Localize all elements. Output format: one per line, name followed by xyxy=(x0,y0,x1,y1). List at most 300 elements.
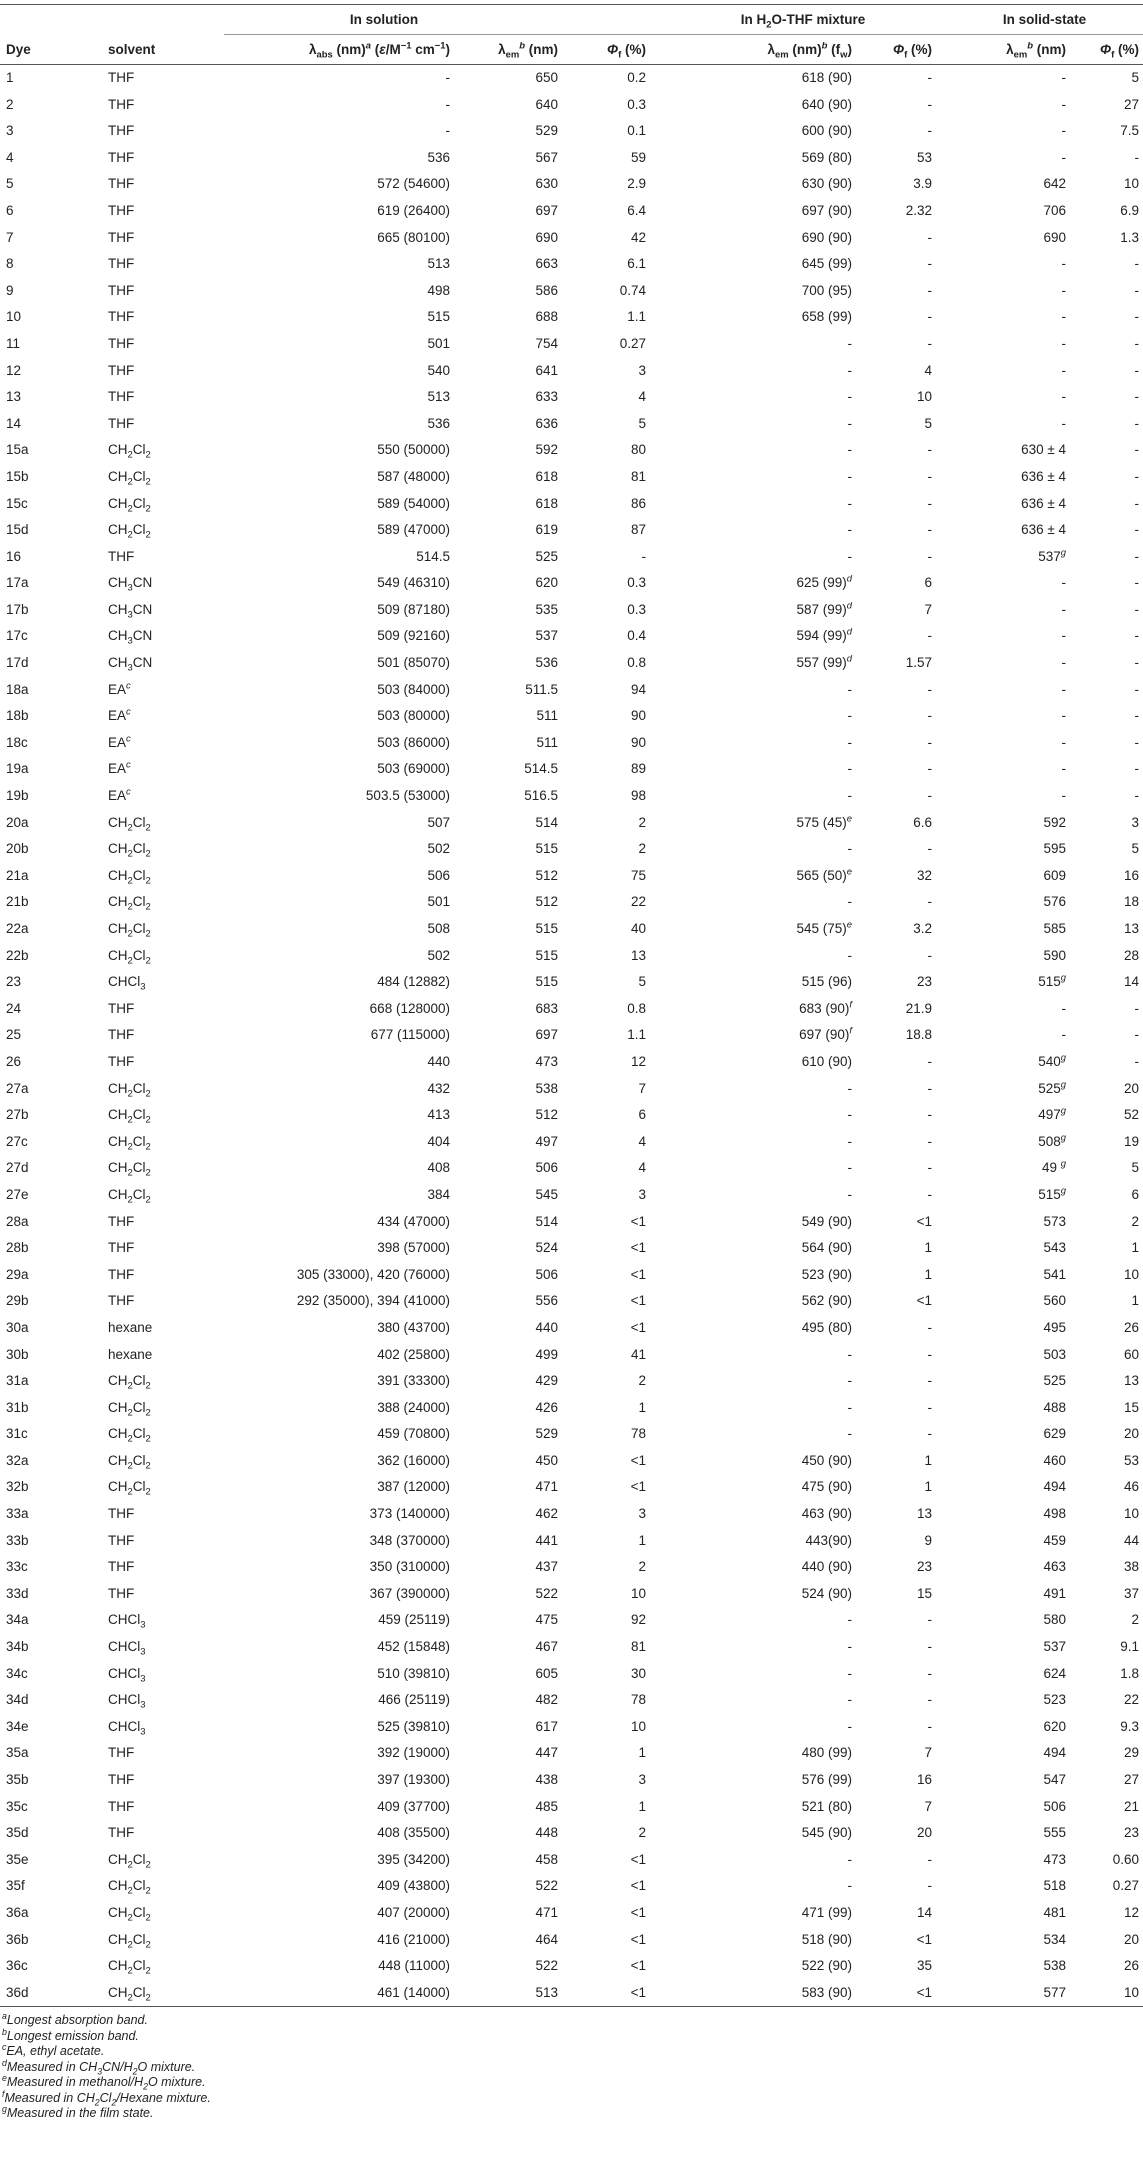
cell-solid-em: 585 xyxy=(1043,921,1067,936)
cell-solvent: $EA^c$ xyxy=(108,786,131,804)
cell-solid-em: 580 xyxy=(1043,1612,1067,1628)
table-row xyxy=(0,464,1143,491)
cell-solid-qy: 0.60 xyxy=(1112,1851,1140,1867)
table-row xyxy=(0,623,1143,650)
cell-solid-em: - xyxy=(1061,575,1067,591)
cell-em: 618 xyxy=(535,468,558,484)
cell-abs: 432 xyxy=(427,1080,450,1096)
cell-abs: 391 (33300) xyxy=(377,1373,450,1389)
cell-abs: 513 xyxy=(427,256,450,272)
cell-solid-em: - xyxy=(1061,362,1067,378)
cell-mix-em: - xyxy=(847,1373,853,1389)
cell-abs: 409 (37700) xyxy=(377,1798,450,1814)
cell-em: 536 xyxy=(535,655,558,671)
cell-solid-em: 473 xyxy=(1043,1851,1067,1867)
cell-em: 471 xyxy=(535,1904,558,1920)
cell-mix-em: - xyxy=(847,335,853,351)
cell-abs: 514.5 xyxy=(416,548,450,564)
cell-mix-em: 630 (90) xyxy=(801,176,853,192)
cell-solid-em: - xyxy=(1061,761,1067,777)
cell-dye: 14 xyxy=(6,415,22,431)
cell-abs: 536 xyxy=(427,415,450,431)
cell-qy: <1 xyxy=(630,1293,647,1309)
cell-abs: - xyxy=(445,96,450,112)
cell-qy: 5 xyxy=(638,974,647,990)
cell-abs: 503 (86000) xyxy=(377,734,450,750)
cell-mix-em: 618 (90) xyxy=(801,70,853,85)
cell-solid-em: 497$^g$ xyxy=(1038,1105,1067,1123)
table-row xyxy=(0,836,1143,863)
cell-abs: 501 (85070) xyxy=(377,655,450,671)
cell-em: 641 xyxy=(535,362,558,378)
cell-em: 522 xyxy=(535,1585,558,1601)
cell-mix-qy: 6 xyxy=(924,575,933,591)
cell-mix-qy: 53 xyxy=(917,149,933,165)
cell-solid-qy: 60 xyxy=(1124,1346,1140,1362)
cell-solid-qy: - xyxy=(1134,335,1140,351)
cell-solid-em: 555 xyxy=(1043,1825,1067,1841)
cell-solid-qy: 23 xyxy=(1124,1825,1140,1841)
cell-dye: 29b xyxy=(6,1293,29,1309)
cell-solid-qy: - xyxy=(1134,282,1140,298)
cell-mix-em: 564 (90) xyxy=(801,1240,853,1256)
cell-solid-em: - xyxy=(1061,681,1067,697)
cell-dye: 33d xyxy=(6,1585,29,1601)
cell-mix-em: 524 (90) xyxy=(801,1585,853,1601)
cell-mix-em: - xyxy=(847,1426,853,1442)
cell-qy: 0.3 xyxy=(627,96,647,112)
table-row xyxy=(0,650,1143,677)
cell-em: 636 xyxy=(535,415,558,431)
cell-mix-qy: 32 xyxy=(917,867,933,883)
cell-qy: <1 xyxy=(630,1851,647,1867)
cell-qy: 90 xyxy=(630,708,647,724)
cell-qy: 1 xyxy=(638,1745,647,1761)
cell-solid-em: 481 xyxy=(1043,1904,1067,1920)
footnotes xyxy=(0,2007,1143,2122)
cell-mix-qy: - xyxy=(927,495,933,511)
cell-solvent: THF xyxy=(108,96,135,112)
table-row xyxy=(0,251,1143,278)
table-row xyxy=(0,411,1143,438)
cell-mix-em: - xyxy=(847,1186,853,1202)
cell-mix-qy: - xyxy=(927,96,933,112)
cell-solvent: $CH_2Cl_2$ xyxy=(108,947,151,967)
cell-em: 512 xyxy=(535,894,558,910)
cell-dye: 21a xyxy=(6,867,29,883)
cell-mix-qy: 21.9 xyxy=(905,1000,933,1016)
cell-solid-qy: 27 xyxy=(1124,96,1140,112)
cell-mix-em: 471 (99) xyxy=(801,1904,853,1920)
footnote: $^f$Measured in $CH_2Cl_2$/Hexane mixture. xyxy=(2,2088,211,2108)
cell-dye: 33b xyxy=(6,1532,29,1548)
cell-solid-em: - xyxy=(1061,256,1067,272)
cell-solvent: THF xyxy=(108,149,135,165)
cell-solvent: $CH_2Cl_2$ xyxy=(108,921,151,940)
cell-mix-em: 645 (99) xyxy=(801,256,853,272)
cell-abs: 589 (54000) xyxy=(377,495,450,511)
cell-qy: 0.2 xyxy=(627,70,647,85)
cell-solvent: THF xyxy=(108,1772,135,1787)
cell-dye: 35a xyxy=(6,1745,29,1761)
cell-em: 522 xyxy=(535,1958,558,1974)
cell-qy: 81 xyxy=(630,468,647,484)
cell-solvent: $CH_2Cl_2$ xyxy=(108,1878,151,1898)
cell-dye: 35f xyxy=(6,1878,25,1894)
cell-solid-em: 609 xyxy=(1043,867,1067,883)
col-abs: $\lambda_{abs}$ (nm)$^a$ ($\varepsilon/M^{-1}$ $cm^{-1}$) xyxy=(224,35,454,65)
footnote: $^d$Measured in $CH_3CN/H_2O$ mixture. xyxy=(2,2057,196,2077)
cell-solid-em: - xyxy=(1061,655,1067,671)
cell-qy: <1 xyxy=(630,1479,647,1495)
cell-mix-em: 697 $(90)^f$ xyxy=(799,1025,853,1043)
cell-em: 499 xyxy=(535,1346,558,1362)
cell-mix-em: 569 (80) xyxy=(801,149,853,165)
cell-solid-em: 620 xyxy=(1043,1718,1067,1734)
cell-solvent: $CH_2Cl_2$ xyxy=(108,1133,151,1153)
cell-solvent: THF xyxy=(108,70,135,85)
cell-dye: 13 xyxy=(6,389,22,405)
cell-abs: 408 xyxy=(427,1160,450,1176)
cell-abs: 677 (115000) xyxy=(370,1027,450,1043)
table-row xyxy=(0,1873,1143,1900)
cell-em: 441 xyxy=(535,1532,558,1548)
cell-solid-em: 459 xyxy=(1043,1532,1067,1548)
cell-em: 535 xyxy=(535,601,558,617)
table-row xyxy=(0,1767,1143,1794)
cell-qy: 75 xyxy=(630,867,647,883)
cell-qy: 4 xyxy=(638,1133,647,1149)
cell-solid-qy: - xyxy=(1134,495,1140,511)
cell-solid-em: - xyxy=(1061,149,1067,165)
cell-mix-em: - xyxy=(847,1133,853,1149)
cell-solvent: hexane xyxy=(108,1346,153,1362)
cell-abs: 503 (84000) xyxy=(377,681,450,697)
cell-solvent: THF xyxy=(108,1240,135,1256)
cell-qy: 90 xyxy=(630,734,647,750)
header-column-row xyxy=(0,35,1143,65)
cell-solid-em: 495 xyxy=(1043,1319,1067,1335)
cell-abs: - xyxy=(445,70,450,85)
cell-solid-qy: - xyxy=(1134,708,1140,724)
cell-solvent: $CH_2Cl_2$ xyxy=(108,1186,151,1206)
cell-mix-em: 658 (99) xyxy=(801,309,853,325)
cell-em: 511 xyxy=(536,734,558,750)
cell-qy: 6.4 xyxy=(627,202,647,218)
cell-solid-qy: 20 xyxy=(1124,1426,1140,1442)
table-row xyxy=(0,570,1143,597)
cell-mix-em: 683 $(90)^f$ xyxy=(799,999,853,1016)
cell-mix-qy: - xyxy=(927,1160,933,1176)
cell-mix-qy: - xyxy=(927,761,933,777)
cell-solvent: THF xyxy=(108,1027,135,1043)
cell-em: 633 xyxy=(535,389,558,405)
cell-em: 450 xyxy=(535,1452,558,1468)
cell-dye: 18c xyxy=(6,734,28,750)
cell-solid-qy: - xyxy=(1134,601,1140,617)
cell-dye: 20a xyxy=(6,814,29,830)
cell-solvent: THF xyxy=(108,202,135,218)
cell-mix-qy: - xyxy=(927,442,933,458)
cell-dye: 25 xyxy=(6,1027,22,1043)
cell-mix-em: - xyxy=(847,442,853,458)
cell-qy: 1.1 xyxy=(627,309,647,325)
cell-dye: 15a xyxy=(6,442,29,458)
cell-mix-qy: - xyxy=(927,468,933,484)
cell-em: 567 xyxy=(535,149,558,165)
cell-em: 437 xyxy=(535,1559,558,1575)
cell-mix-qy: - xyxy=(927,788,933,804)
cell-em: 514.5 xyxy=(524,761,558,777)
cell-solvent: $CH_2Cl_2$ xyxy=(108,1904,151,1924)
cell-mix-em: 443(90) xyxy=(805,1532,853,1548)
cell-solid-em: 537$^g$ xyxy=(1038,547,1067,564)
table-row xyxy=(0,1794,1143,1821)
cell-solid-em: 642 xyxy=(1043,176,1067,192)
table-row xyxy=(0,1501,1143,1528)
cell-solid-qy: 19 xyxy=(1124,1133,1140,1149)
cell-mix-em: 700 (95) xyxy=(801,282,853,298)
cell-mix-em: 495 (80) xyxy=(801,1319,853,1335)
cell-solid-em: 534 xyxy=(1043,1931,1067,1947)
cell-mix-qy: 23 xyxy=(917,974,933,990)
cell-abs: 513 xyxy=(427,389,450,405)
cell-qy: 0.3 xyxy=(627,575,647,591)
cell-solid-qy: 5 xyxy=(1131,70,1140,85)
table-row xyxy=(0,1288,1143,1315)
cell-solvent: THF xyxy=(108,1213,135,1229)
cell-abs: 501 xyxy=(427,894,450,910)
cell-dye: 17c xyxy=(6,628,28,644)
cell-dye: 17a xyxy=(6,575,29,591)
cell-mix-qy: - xyxy=(927,1133,933,1149)
cell-mix-qy: 1 xyxy=(924,1266,933,1282)
cell-mix-em: - xyxy=(847,1692,853,1708)
cell-em: 663 xyxy=(535,256,558,272)
cell-solid-em: - xyxy=(1061,96,1067,112)
cell-em: 524 xyxy=(535,1240,558,1256)
cell-em: 537 xyxy=(535,628,558,644)
cell-solvent: $CH_2Cl_2$ xyxy=(108,841,151,860)
cell-solvent: $CH_2Cl_2$ xyxy=(104,1980,224,2007)
cell-solid-qy: - xyxy=(1134,149,1140,165)
cell-mix-em: 690 (90) xyxy=(801,229,853,245)
cell-solvent: THF xyxy=(108,415,135,431)
cell-em: 515 xyxy=(535,974,558,990)
table-row xyxy=(0,1661,1143,1688)
col-dye: Dye xyxy=(0,35,104,65)
cell-em: 512 xyxy=(535,867,558,883)
cell-abs: 502 xyxy=(427,947,450,963)
cell-mix-qy: 13 xyxy=(917,1506,933,1522)
cell-mix-em: - xyxy=(847,681,853,697)
cell-dye: 32a xyxy=(6,1452,29,1468)
cell-solvent: $CH_2Cl_2$ xyxy=(108,495,151,515)
cell-solid-qy: 27 xyxy=(1124,1772,1140,1787)
cell-mix-em: - xyxy=(847,1399,853,1415)
cell-mix-qy: - xyxy=(927,123,933,139)
cell-solid-qy: 13 xyxy=(1124,921,1140,936)
cell-dye: 17b xyxy=(6,601,29,617)
cell-solid-em: 508$^g$ xyxy=(1038,1132,1067,1149)
cell-abs: 434 (47000) xyxy=(377,1213,450,1229)
cell-mix-em: - xyxy=(847,734,853,750)
cell-qy: 2 xyxy=(638,1373,647,1389)
cell-mix-em: 625 $(99)^d$ xyxy=(796,573,853,591)
cell-mix-em: 575 $(45)^e$ xyxy=(796,813,853,830)
cell-abs: 506 xyxy=(427,867,450,883)
cell-solid-em: 577 xyxy=(946,1980,1070,2007)
cell-solid-qy: 26 xyxy=(1124,1958,1140,1974)
table-row xyxy=(0,1395,1143,1422)
cell-abs: 461 (14000) xyxy=(224,1980,454,2007)
cell-solid-em: 494 xyxy=(1043,1479,1067,1495)
cell-mix-qy: 7 xyxy=(924,1798,933,1814)
cell-abs: 536 xyxy=(427,149,450,165)
cell-mix-em: 565 $(50)^e$ xyxy=(796,866,853,883)
cell-abs: 509 (87180) xyxy=(377,601,450,617)
cell-solvent: THF xyxy=(108,309,135,325)
cell-dye: 35d xyxy=(6,1825,29,1841)
cell-solvent: $CH_2Cl_2$ xyxy=(108,867,151,887)
cell-solid-qy: 6 xyxy=(1131,1186,1140,1202)
cell-em: 619 xyxy=(535,522,558,538)
cell-abs: 387 (12000) xyxy=(377,1479,450,1495)
cell-mix-qy: - xyxy=(927,229,933,245)
table-row xyxy=(0,278,1143,305)
table-row xyxy=(0,1342,1143,1369)
cell-qy: 92 xyxy=(630,1612,647,1628)
cell-dye: 7 xyxy=(6,229,14,245)
cell-solid-qy: - xyxy=(1134,788,1140,804)
cell-solid-em: 488 xyxy=(1043,1399,1067,1415)
table-row xyxy=(0,1847,1143,1874)
photophysical-data-table xyxy=(0,4,1143,2007)
cell-dye: 35e xyxy=(6,1851,29,1867)
cell-solid-em: 636 ± 4 xyxy=(1021,495,1067,511)
cell-solvent: THF xyxy=(108,362,135,378)
cell-mix-qy: - xyxy=(927,734,933,750)
cell-solid-qy: 10 xyxy=(1124,176,1140,192)
cell-dye: 34b xyxy=(6,1639,29,1655)
cell-mix-qy: - xyxy=(927,947,933,963)
cell-solid-em: 590 xyxy=(1043,947,1067,963)
cell-em: 650 xyxy=(535,70,558,85)
cell-abs: 397 (19300) xyxy=(377,1772,450,1787)
cell-mix-em: - xyxy=(847,548,853,564)
cell-mix-qy: - xyxy=(927,548,933,564)
table-row xyxy=(0,304,1143,331)
cell-abs: 305 (33000), 420 (76000) xyxy=(296,1266,450,1282)
cell-dye: 36d xyxy=(0,1980,104,2007)
cell-solvent: $EA^c$ xyxy=(108,706,131,724)
cell-solid-em: 573 xyxy=(1043,1213,1067,1229)
cell-dye: 16 xyxy=(6,548,22,564)
cell-em: 429 xyxy=(535,1373,558,1389)
cell-solvent: THF xyxy=(108,229,135,245)
cell-solid-qy: 16 xyxy=(1124,867,1140,883)
cell-em: 511 xyxy=(536,708,558,724)
cell-solid-qy: - xyxy=(1134,442,1140,458)
cell-mix-em: 576 (99) xyxy=(801,1772,853,1787)
cell-mix-qy: - xyxy=(927,1319,933,1335)
cell-dye: 23 xyxy=(6,974,22,990)
cell-qy: 78 xyxy=(630,1692,647,1708)
table-row xyxy=(0,597,1143,624)
cell-abs: 510 (39810) xyxy=(377,1665,450,1681)
cell-qy: 4 xyxy=(638,389,647,405)
cell-mix-qy: 6.6 xyxy=(913,814,933,830)
cell-abs: 503.5 (53000) xyxy=(365,788,450,804)
cell-abs: 408 (35500) xyxy=(377,1825,450,1841)
cell-qy: 3 xyxy=(638,1506,647,1522)
cell-solid-qy: - xyxy=(1134,548,1140,564)
cell-mix-qy: 1 xyxy=(924,1452,933,1468)
cell-solvent: THF xyxy=(108,1293,135,1309)
cell-em: 697 xyxy=(535,202,558,218)
cell-em: 617 xyxy=(535,1718,558,1734)
cell-solvent: hexane xyxy=(108,1319,153,1335)
cell-dye: 31b xyxy=(6,1399,29,1415)
cell-mix-qy: 2.32 xyxy=(905,202,933,218)
cell-mix-qy: - xyxy=(927,256,933,272)
cell-em: 640 xyxy=(535,96,558,112)
cell-mix-qy: - xyxy=(927,1053,933,1069)
cell-em: 426 xyxy=(535,1399,558,1415)
cell-qy: 0.4 xyxy=(627,628,647,644)
cell-solid-em: 636 ± 4 xyxy=(1021,468,1067,484)
cell-solid-em: 523 xyxy=(1043,1692,1067,1708)
cell-qy: <1 xyxy=(630,1319,647,1335)
cell-em: 525 xyxy=(535,548,558,564)
cell-solvent: $CH_2Cl_2$ xyxy=(108,1931,151,1951)
cell-solvent: THF xyxy=(108,1053,135,1069)
cell-mix-em: 521 (80) xyxy=(801,1798,853,1814)
cell-em: 512 xyxy=(535,1107,558,1123)
cell-solid-em: 538 xyxy=(1043,1958,1067,1974)
cell-mix-em: 523 (90) xyxy=(801,1266,853,1282)
cell-solid-qy: 1 xyxy=(1131,1240,1140,1256)
cell-mix-em: 545 $(75)^e$ xyxy=(796,919,853,936)
cell-em: 515 xyxy=(535,947,558,963)
cell-mix-em: - xyxy=(847,841,853,857)
cell-solid-qy: 38 xyxy=(1124,1559,1140,1575)
cell-dye: 30b xyxy=(6,1346,29,1362)
cell-qy: 2 xyxy=(638,841,647,857)
cell-dye: 3 xyxy=(6,123,14,139)
cell-mix-qy: - xyxy=(927,1399,933,1415)
cell-solid-qy: 13 xyxy=(1124,1373,1140,1389)
cell-mix-em: 583 (90) xyxy=(660,1980,856,2007)
cell-abs: - xyxy=(445,123,450,139)
cell-qy: <1 xyxy=(630,1266,647,1282)
table-row xyxy=(0,1262,1143,1289)
col-mix-qy: $\Phi_f$ (%) xyxy=(856,35,946,65)
cell-dye: 32b xyxy=(6,1479,29,1495)
cell-mix-em: - xyxy=(847,1346,853,1362)
cell-em: 683 xyxy=(535,1000,558,1016)
cell-solid-em: 525 xyxy=(1043,1373,1067,1389)
cell-solid-qy: - xyxy=(1134,628,1140,644)
cell-em: 506 xyxy=(535,1266,558,1282)
cell-abs: 550 (50000) xyxy=(377,442,450,458)
table-row xyxy=(0,1235,1143,1262)
cell-solid-qy: 5 xyxy=(1131,1160,1140,1176)
cell-dye: 34d xyxy=(6,1692,29,1708)
cell-dye: 18a xyxy=(6,681,29,697)
cell-qy: 86 xyxy=(630,495,647,511)
cell-solid-em: 595 xyxy=(1043,841,1067,857)
